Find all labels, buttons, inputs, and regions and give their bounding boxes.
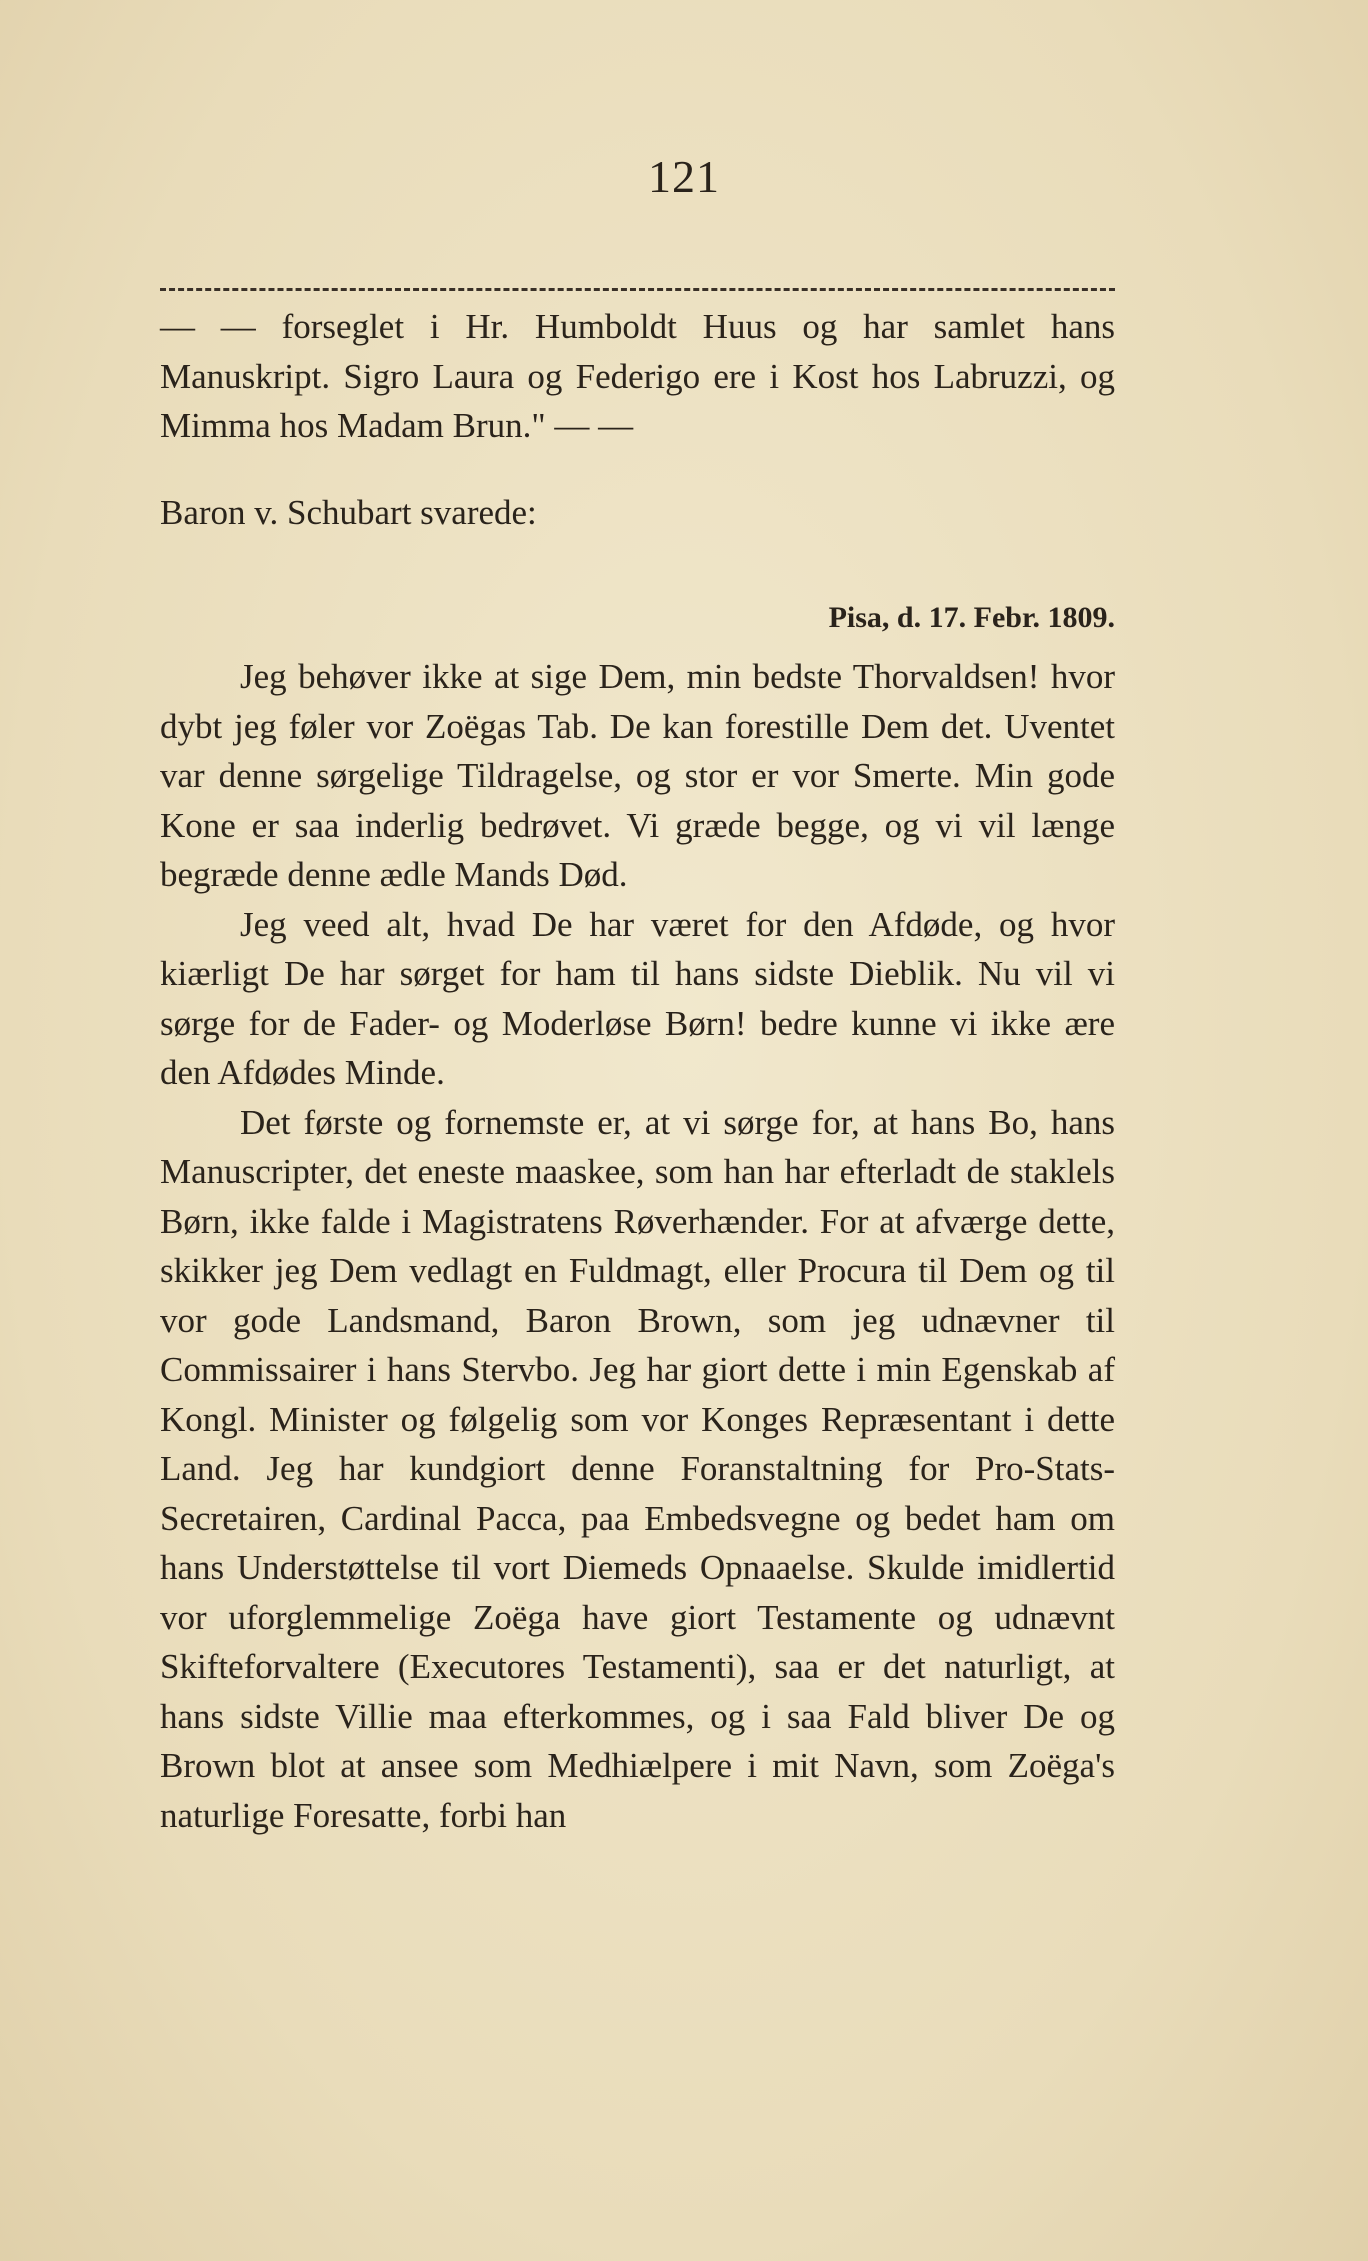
body-paragraph: Jeg veed alt, hvad De har været for den Afdøde, og hvor kiærligt De har sørget for ham til hans sidste Dieblik. Nu vil vi sørge for de Fader- og Moderløse Børn! bedre kunne vi ikke ære den Afdødes Minde. (160, 904, 1115, 1092)
letter-dateline: Pisa, d. 17. Febr. 1809. (828, 601, 1115, 634)
reply-intro (160, 488, 1115, 538)
body-paragraph: Det første og fornemste er, at vi sørge for, at hans Bo, hans Manuscripter, det eneste maaskee, som han har efterladt de staklels Børn, ikke falde i Magistratens Røverhænder. For at afværge dette, skikker jeg Dem vedlagt en Fuldmagt, eller Procura til Dem og til vor gode Landsmand, Baron Brown, som jeg udnævner til Commissairer i hans Stervbo. Jeg har giort dette i min Egenskab af Kongl. Minister og følgelig som vor Konges Repræsentant i dette Land. Jeg har kundgiort denne Foranstaltning for Pro-Stats-Secretairen, Cardinal Pacca, paa Embedsvegne og bedet ham om hans Understøttelse til vort Diemeds Opnaaelse. Skulde imidlertid vor uforglemmelige Zoëga have giort Testamente og udnævnt Skifteforvaltere (Executores Testamenti), saa er det naturligt, at hans sidste Villie maa efterkommes, og i saa Fald bliver De og Brown blot at ansee som Medhiælpere i mit Navn, som Zoëga's naturlige Foresatte, forbi han (160, 1102, 1115, 1835)
intro-line: Baron v. Schubart svarede: (160, 493, 537, 532)
closing-paragraph: — — forseglet i Hr. Humboldt Huus og har samlet hans Manuskript. Sigro Laura og Federigo ere i Kost hos Labruzzi, og Mimma hos Madam Brun." — — (160, 307, 1115, 445)
body-paragraph: Jeg behøver ikke at sige Dem, min bedste Thorvaldsen! hvor dybt jeg føler vor Zoëgas Tab. De kan forestille Dem det. Uventet var denne sørgelige Tildragelse, og stor er vor Smerte. Min gode Kone er saa inderlig bedrøvet. Vi græde begge, og vi vil længe begræde denne ædle Mands Død. (160, 657, 1115, 894)
letter-body (160, 652, 1115, 1840)
previous-letter-closing (160, 302, 1115, 451)
section-divider (160, 288, 1115, 291)
page-number: 121 (648, 151, 720, 202)
